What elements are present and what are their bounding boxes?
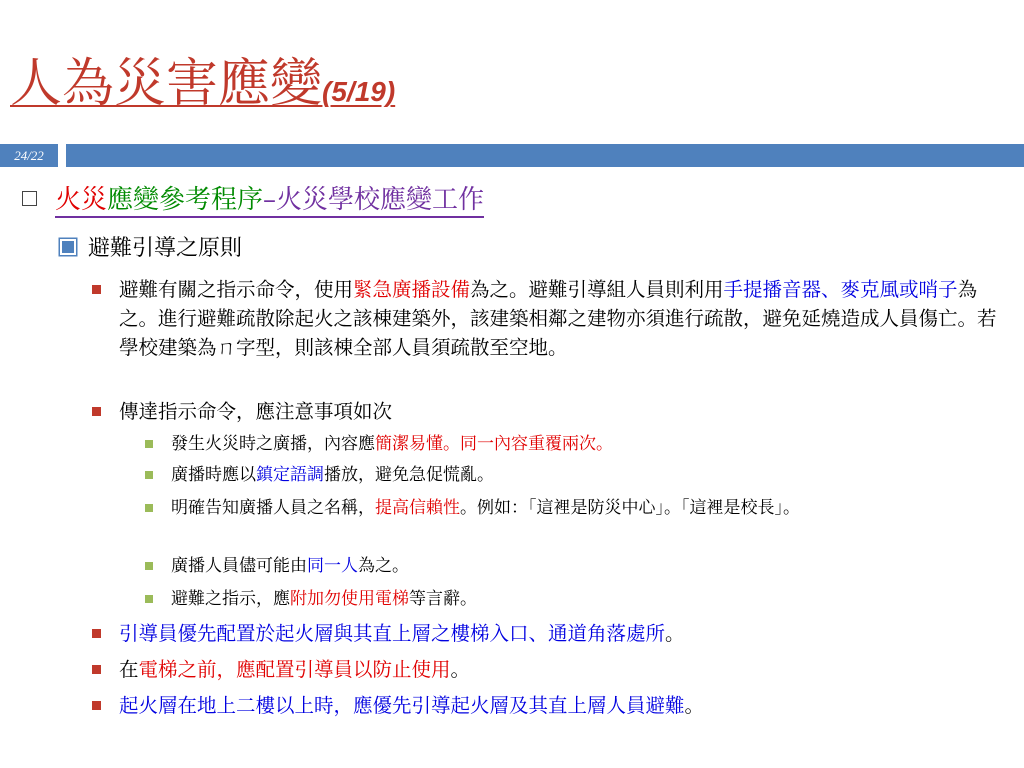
sub-list-item-text: 明確告知廣播人員之名稱，提高信賴性。例如：「這裡是防災中心」。「這裡是校長」。: [171, 498, 800, 518]
green-square-bullet-icon: [145, 471, 153, 479]
red-square-bullet-icon: [92, 665, 101, 674]
list-item-text: 避難有關之指示命令，使用緊急廣播設備為之。避難引導組人員則利用手提播音器、麥克風或哨子為之。進行避難疏散除起火之該棟建築外，該建築相鄰之建物亦須進行疏散，避免延燒造成人員傷亡。若學校建築為ㄇ字型，則該棟全部人員須疏散至空地。: [119, 278, 997, 359]
list-item: [92, 619, 1012, 648]
hollow-square-bullet-icon: [22, 191, 37, 206]
page-indicator: 24/22: [0, 144, 58, 167]
heading-procedure: 應變參考程序: [107, 185, 264, 215]
sub-list-item-text: 避難之指示，應附加勿使用電梯等言辭。: [171, 589, 477, 609]
slide-title: [10, 52, 395, 124]
list-item: [92, 275, 1012, 362]
sub-list-item: [145, 553, 1005, 579]
list-item: [92, 397, 1012, 426]
slide-title-main: 人為災害應變: [10, 54, 323, 114]
green-square-bullet-icon: [145, 595, 153, 603]
blue-square-bullet-icon: [60, 239, 76, 255]
red-square-bullet-icon: [92, 407, 101, 416]
section-heading: [22, 181, 1012, 219]
list-item-text: 起火層在地上二樓以上時，應優先引導起火層及其直上層人員避難。: [119, 694, 705, 717]
sub-list-item: [145, 462, 1005, 488]
sub-list-item: [145, 431, 1005, 457]
sub-list-item: [145, 495, 1005, 521]
section-heading-text: [55, 185, 484, 218]
green-square-bullet-icon: [145, 562, 153, 570]
list-item-text: 傳達指示命令，應注意事項如次: [119, 400, 393, 423]
sub-list-item-text: 廣播人員儘可能由同一人為之。: [171, 556, 409, 576]
subheading-text: 避難引導之原則: [88, 236, 243, 261]
slide-title-counter: (5/19): [322, 76, 396, 107]
list-item: [92, 655, 1012, 684]
sub-list-item-text: 廣播時應以鎮定語調播放，避免急促慌亂。: [171, 465, 494, 485]
subheading: [60, 233, 1020, 265]
red-square-bullet-icon: [92, 701, 101, 710]
list-item-text: 在電梯之前，應配置引導員以防止使用。: [119, 658, 471, 681]
green-square-bullet-icon: [145, 440, 153, 448]
header-bar: [66, 144, 1024, 167]
list-item-text: 引導員優先配置於起火層與其直上層之樓梯入口、通道角落處所。: [119, 622, 685, 645]
green-square-bullet-icon: [145, 504, 153, 512]
red-square-bullet-icon: [92, 285, 101, 294]
red-square-bullet-icon: [92, 629, 101, 638]
sub-list-item: [145, 586, 1005, 612]
list-item: [92, 691, 1012, 720]
heading-fire: 火災: [55, 185, 108, 215]
sub-list-item-text: 發生火災時之廣播，內容應簡潔易懂。同一內容重覆兩次。: [171, 434, 613, 454]
heading-school: –火災學校應變工作: [263, 185, 485, 215]
